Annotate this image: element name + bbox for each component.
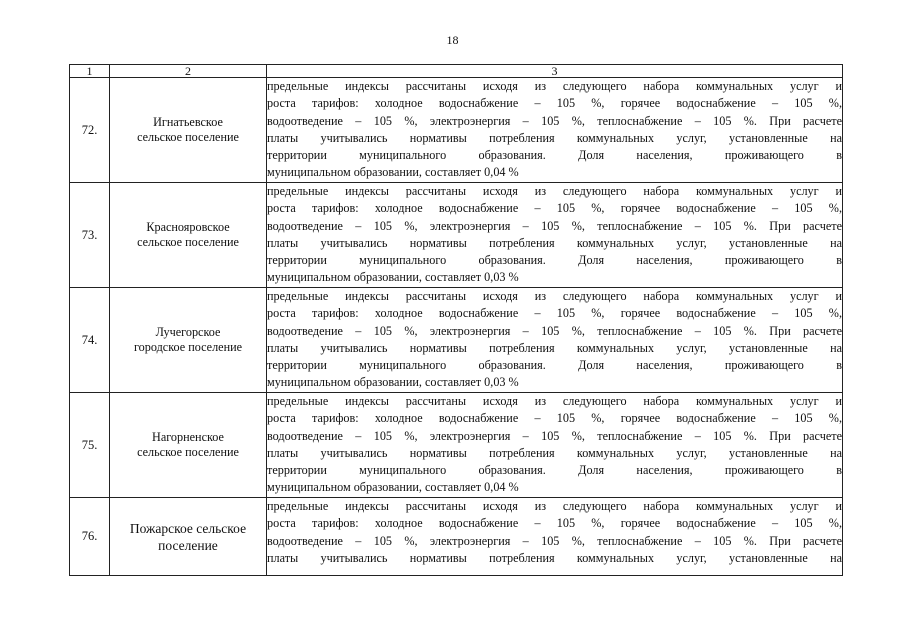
row-description <box>267 498 843 576</box>
description-line: муниципальном образовании, составляет 0,03 % <box>267 375 519 390</box>
description-line: водоотведение – 105 %, электроэнергия – 105 %, теплоснабжение – 105 %. При расчете <box>267 323 842 338</box>
description-line: роста тарифов: холодное водоснабжение – 105 %, горячее водоснабжение – 105 %, <box>267 411 842 426</box>
table-header-row <box>70 65 843 78</box>
page-number: 18 <box>446 33 459 47</box>
table-row <box>70 498 843 576</box>
column-header-3: 3 <box>267 65 843 78</box>
description-line: муниципальном образовании, составляет 0,04 % <box>267 165 519 180</box>
settlement-name-line: Игнатьевское <box>153 115 223 129</box>
settlement-name-line: городское поселение <box>133 340 243 354</box>
description-line: предельные индексы рассчитаны исходя из следующего набора коммунальных услуг и <box>267 184 842 198</box>
column-header-2: 2 <box>110 65 267 78</box>
description-line: водоотведение – 105 %, электроэнергия – 105 %, теплоснабжение – 105 %. При расчете <box>267 533 842 548</box>
description-line: платы учитывались нормативы потребления коммунальных услуг, установленные на <box>267 235 842 250</box>
table-row <box>70 393 843 498</box>
description-line: территории муниципального образования. Доля населения, проживающего в <box>267 358 842 373</box>
row-number: 73. <box>70 183 110 288</box>
row-number: 75. <box>70 393 110 498</box>
settlement-name <box>110 288 267 393</box>
row-description <box>267 288 843 393</box>
description-line: муниципальном образовании, составляет 0,03 % <box>267 270 519 285</box>
column-header-1: 1 <box>70 65 110 78</box>
description-line: предельные индексы рассчитаны исходя из следующего набора коммунальных услуг и <box>267 289 842 303</box>
settlement-name-line: поселение <box>158 537 218 553</box>
settlement-name-line: Краснояровское <box>146 220 230 234</box>
description-line: роста тарифов: холодное водоснабжение – 105 %, горячее водоснабжение – 105 %, <box>267 96 842 111</box>
row-description <box>267 393 843 498</box>
description-line: предельные индексы рассчитаны исходя из следующего набора коммунальных услуг и <box>267 499 842 513</box>
settlement-name-line: Лучегорское <box>155 325 221 339</box>
description-line: предельные индексы рассчитаны исходя из следующего набора коммунальных услуг и <box>267 394 842 408</box>
description-line: водоотведение – 105 %, электроэнергия – 105 %, теплоснабжение – 105 %. При расчете <box>267 113 842 128</box>
description-line: территории муниципального образования. Доля населения, проживающего в <box>267 463 842 478</box>
row-number: 74. <box>70 288 110 393</box>
settlement-name <box>110 498 267 576</box>
table-row <box>70 183 843 288</box>
settlement-name-line: Нагорненское <box>152 430 224 444</box>
description-line: роста тарифов: холодное водоснабжение – 105 %, горячее водоснабжение – 105 %, <box>267 201 842 216</box>
table-row <box>70 288 843 393</box>
row-description <box>267 78 843 183</box>
settlement-name <box>110 183 267 288</box>
description-line: платы учитывались нормативы потребления коммунальных услуг, установленные на <box>267 445 842 460</box>
description-line: муниципальном образовании, составляет 0,04 % <box>267 480 519 495</box>
settlement-name-line: сельское поселение <box>137 445 239 459</box>
description-line: предельные индексы рассчитаны исходя из следующего набора коммунальных услуг и <box>267 79 842 93</box>
settlement-name-line: сельское поселение <box>137 235 239 249</box>
row-number: 72. <box>70 78 110 183</box>
description-line: роста тарифов: холодное водоснабжение – 105 %, горячее водоснабжение – 105 %, <box>267 306 842 321</box>
description-line: платы учитывались нормативы потребления коммунальных услуг, установленные на <box>267 340 842 355</box>
description-line: роста тарифов: холодное водоснабжение – 105 %, горячее водоснабжение – 105 %, <box>267 516 842 531</box>
row-description <box>267 183 843 288</box>
settlement-name <box>110 393 267 498</box>
table-row <box>70 78 843 183</box>
description-line: водоотведение – 105 %, электроэнергия – 105 %, теплоснабжение – 105 %. При расчете <box>267 428 842 443</box>
description-line: платы учитывались нормативы потребления коммунальных услуг, установленные на <box>267 130 842 145</box>
description-line: территории муниципального образования. Доля населения, проживающего в <box>267 148 842 163</box>
description-line: водоотведение – 105 %, электроэнергия – 105 %, теплоснабжение – 105 %. При расчете <box>267 218 842 233</box>
settlement-name-line: сельское поселение <box>137 130 239 144</box>
settlement-name <box>110 78 267 183</box>
indices-table <box>69 64 843 576</box>
description-line: платы учитывались нормативы потребления коммунальных услуг, установленные на <box>267 550 842 565</box>
description-line: территории муниципального образования. Доля населения, проживающего в <box>267 253 842 268</box>
row-number: 76. <box>70 498 110 576</box>
settlement-name-line: Пожарское сельское <box>129 520 247 536</box>
